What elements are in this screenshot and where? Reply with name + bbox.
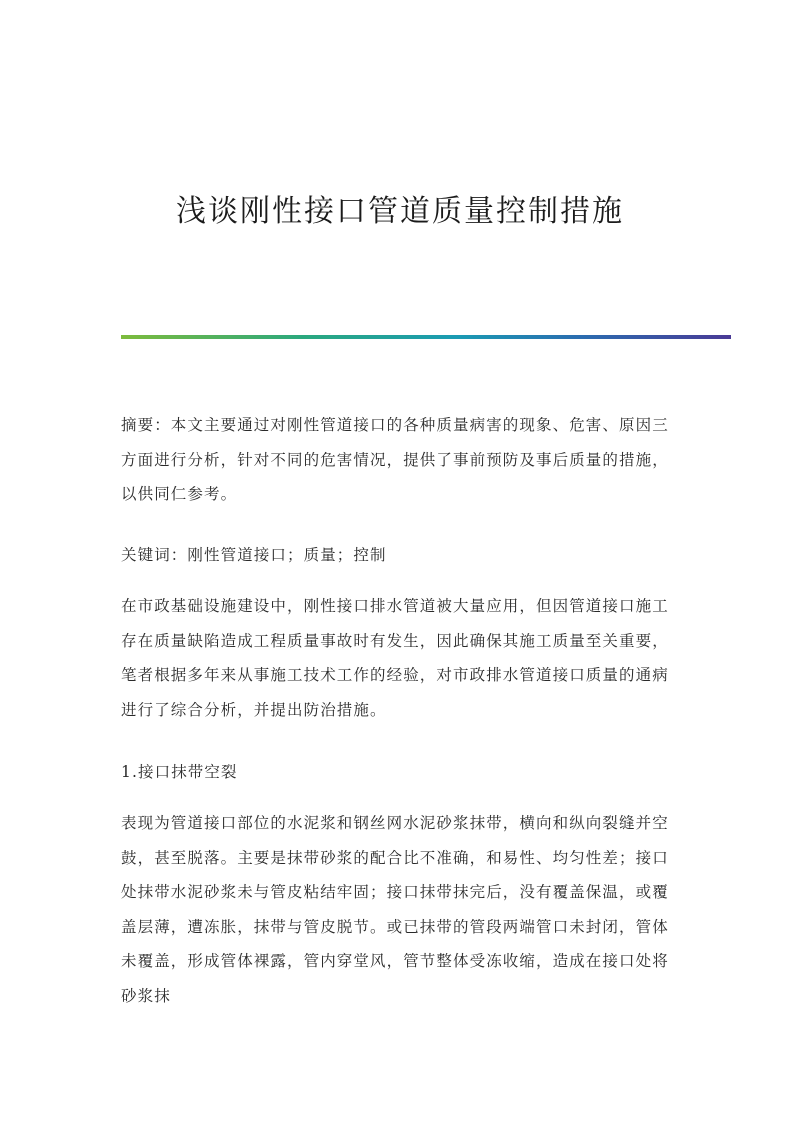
section-heading: 1.接口抹带空裂 xyxy=(121,763,238,781)
title-divider xyxy=(121,335,731,339)
abstract-paragraph: 摘要：本文主要通过对刚性管道接口的各种质量病害的现象、危害、原因三方面进行分析，针对不同的危害情况，提供了事前预防及事后质量的措施，以供同仁参考。 xyxy=(121,416,669,503)
keywords-line: 关键词：刚性管道接口；质量；控制 xyxy=(121,546,387,564)
intro-paragraph: 在市政基础设施建设中，刚性接口排水管道被大量应用，但因管道接口施工存在质量缺陷造成工程质量事故时有发生，因此确保其施工质量至关重要，笔者根据多年来从事施工技术工作的经验，对市政排水管道接口质量的通病进行了综合分析，并提出防治措施。 xyxy=(121,597,669,719)
section-paragraph: 表现为管道接口部位的水泥浆和钢丝网水泥砂浆抹带，横向和纵向裂缝并空鼓，甚至脱落。主要是抹带砂浆的配合比不准确，和易性、均匀性差；接口处抹带水泥砂浆未与管皮粘结牢固；接口抹带抹完后，没有覆盖保温，或覆盖层薄，遭冻胀，抹带与管皮脱节。或已抹带的管段两端管口未封闭，管体未覆盖，形成管体裸露，管内穿堂风，管节整体受冻收缩，造成在接口处将砂浆抹 xyxy=(121,814,669,1005)
document-title: 浅谈刚性接口管道质量控制措施 xyxy=(176,194,624,229)
